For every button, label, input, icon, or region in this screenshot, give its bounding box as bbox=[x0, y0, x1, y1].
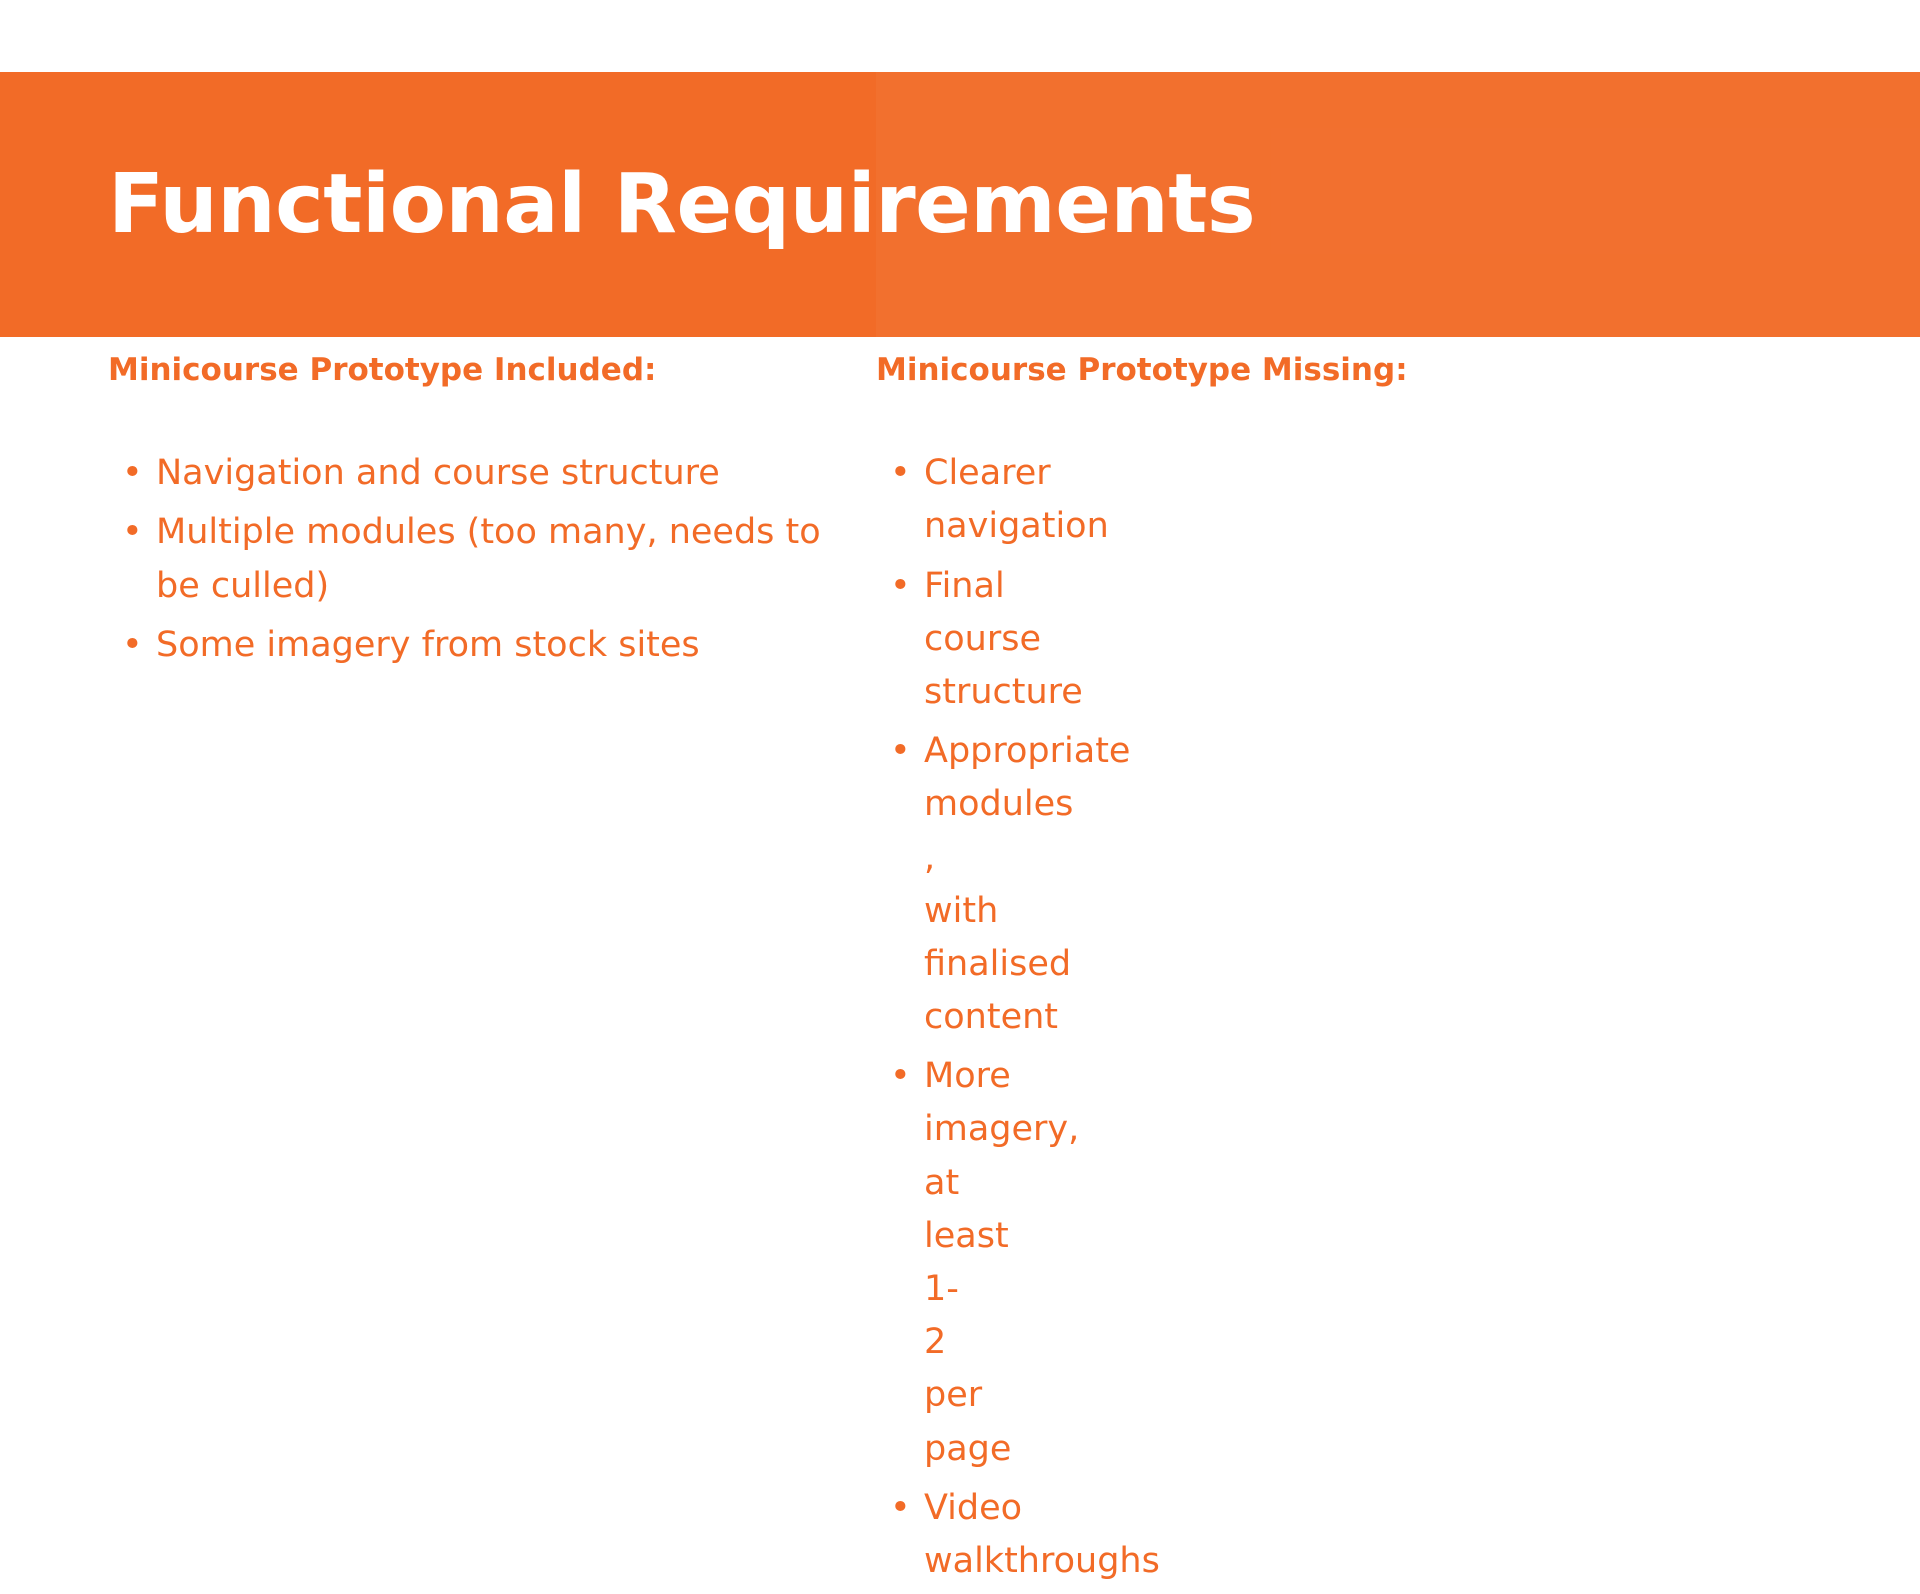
list-item: • Final course structure bbox=[876, 560, 924, 720]
list-item: • Clearer navigation bbox=[876, 447, 924, 553]
list-item: • Multiple modules (too many, needs to be culled) bbox=[108, 506, 836, 612]
list-item: • Appropriate modules , with finalised content bbox=[876, 725, 924, 1044]
content-columns bbox=[0, 352, 1920, 1594]
page-title: Functional Requirements bbox=[108, 156, 1256, 252]
list-item: • Some imagery from stock sites bbox=[108, 619, 836, 672]
bullet-list-missing bbox=[876, 447, 1160, 1588]
list-item: • More imagery, at least 1-2 per page bbox=[876, 1050, 924, 1476]
title-banner bbox=[0, 72, 1920, 337]
list-item: • Navigation and course structure bbox=[108, 447, 836, 500]
bullet-list-included bbox=[108, 447, 836, 672]
column-heading-missing: Minicourse Prototype Missing: bbox=[876, 352, 1408, 388]
list-item: • Video walkthroughs bbox=[876, 1482, 924, 1588]
column-heading-included: Minicourse Prototype Included: bbox=[108, 352, 657, 388]
